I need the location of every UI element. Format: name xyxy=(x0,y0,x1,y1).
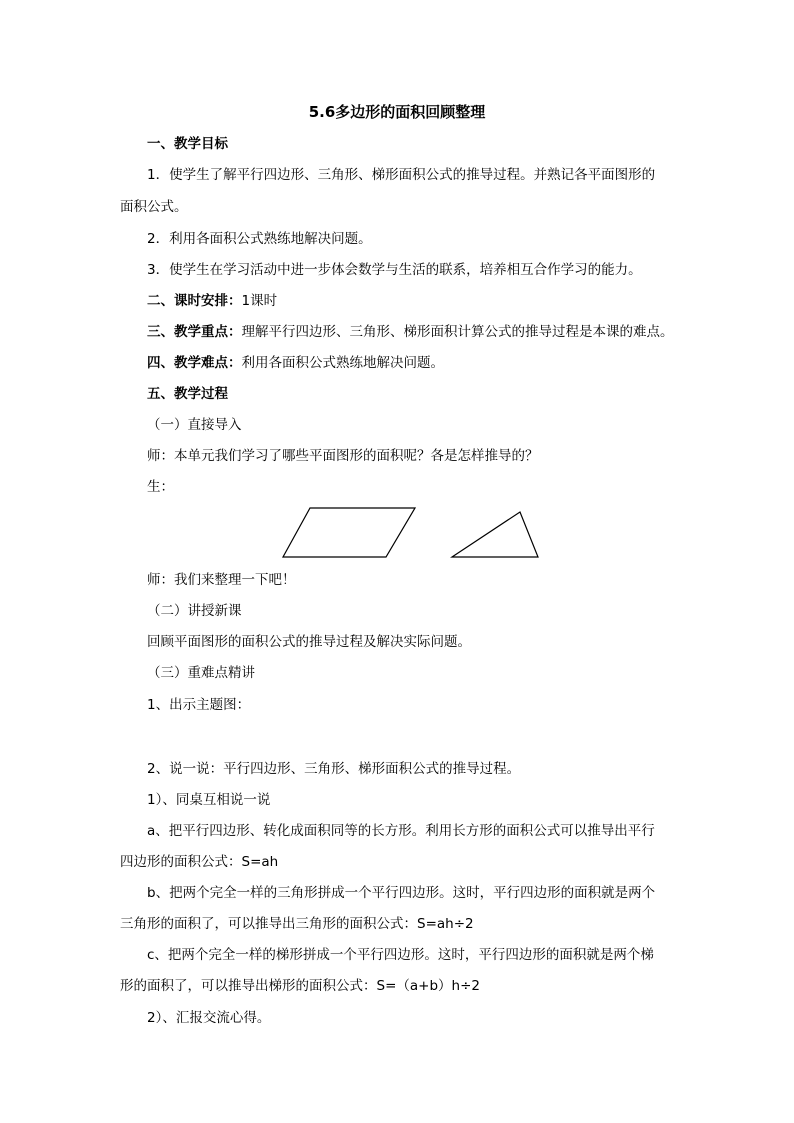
objective-1-line-2: 面积公式。 xyxy=(120,199,188,215)
triangle-shape xyxy=(452,512,538,557)
step-2-2: 2）、汇报交流心得。 xyxy=(147,1010,271,1026)
difficulty-line xyxy=(147,353,444,373)
objective-2: 2．利用各面积公式熟练地解决问题。 xyxy=(147,231,372,247)
shapes-figure xyxy=(280,505,542,560)
subheading-intro: （一）直接导入 xyxy=(147,417,242,433)
teacher-summary: 师：我们来整理一下吧！ xyxy=(147,572,296,588)
objective-1-line-1: 1．使学生了解平行四边形、三角形、梯形面积公式的推导过程。并熟记各平面图形的 xyxy=(147,167,656,183)
key-point-line xyxy=(147,322,674,342)
step-2-1: 1）、同桌互相说一说 xyxy=(147,792,271,808)
point-a-line-1: a、把平行四边形、转化成面积同等的长方形。利用长方形的面积公式可以推导出平行 xyxy=(147,823,655,839)
step-2: 2、说一说：平行四边形、三角形、梯形面积公式的推导过程。 xyxy=(147,761,521,777)
difficulty-text: 利用各面积公式熟练地解决问题。 xyxy=(241,355,444,371)
section-heading-process: 五、教学过程 xyxy=(147,386,228,402)
subheading-key-points: （三）重难点精讲 xyxy=(147,665,255,681)
point-b-line-2: 三角形的面积了，可以推导出三角形的面积公式：S=ah÷2 xyxy=(120,916,474,932)
step-1: 1、出示主题图： xyxy=(147,697,251,713)
teacher-question: 师：本单元我们学习了哪些平面图形的面积呢？各是怎样推导的？ xyxy=(147,448,539,464)
point-a-line-2: 四边形的面积公式：S=ah xyxy=(120,854,279,870)
key-point-text: 理解平行四边形、三角形、梯形面积计算公式的推导过程是本课的难点。 xyxy=(241,324,674,340)
schedule-value: 1课时 xyxy=(241,293,278,309)
objective-3: 3．使学生在学习活动中进一步体会数学与生活的联系，培养相互合作学习的能力。 xyxy=(147,262,642,278)
difficulty-label: 四、教学难点： xyxy=(147,355,242,371)
section-heading-objectives: 一、教学目标 xyxy=(147,136,228,152)
student-label: 生： xyxy=(147,479,174,495)
subheading-new-lesson: （二）讲授新课 xyxy=(147,603,242,619)
schedule-line xyxy=(147,291,277,311)
point-b-line-1: b、把两个完全一样的三角形拼成一个平行四边形。这时，平行四边形的面积就是两个 xyxy=(147,885,656,901)
parallelogram-shape xyxy=(283,508,415,557)
point-c-line-2: 形的面积了，可以推导出梯形的面积公式：S=（a+b）h÷2 xyxy=(120,978,480,994)
page-title: 5.6多边形的面积回顾整理 xyxy=(308,103,486,121)
key-point-label: 三、教学重点： xyxy=(147,324,242,340)
point-c-line-1: c、把两个完全一样的梯形拼成一个平行四边形。这时，平行四边形的面积就是两个梯 xyxy=(147,947,654,963)
review-text: 回顾平面图形的面积公式的推导过程及解决实际问题。 xyxy=(147,634,471,650)
schedule-label: 二、课时安排： xyxy=(147,293,242,309)
